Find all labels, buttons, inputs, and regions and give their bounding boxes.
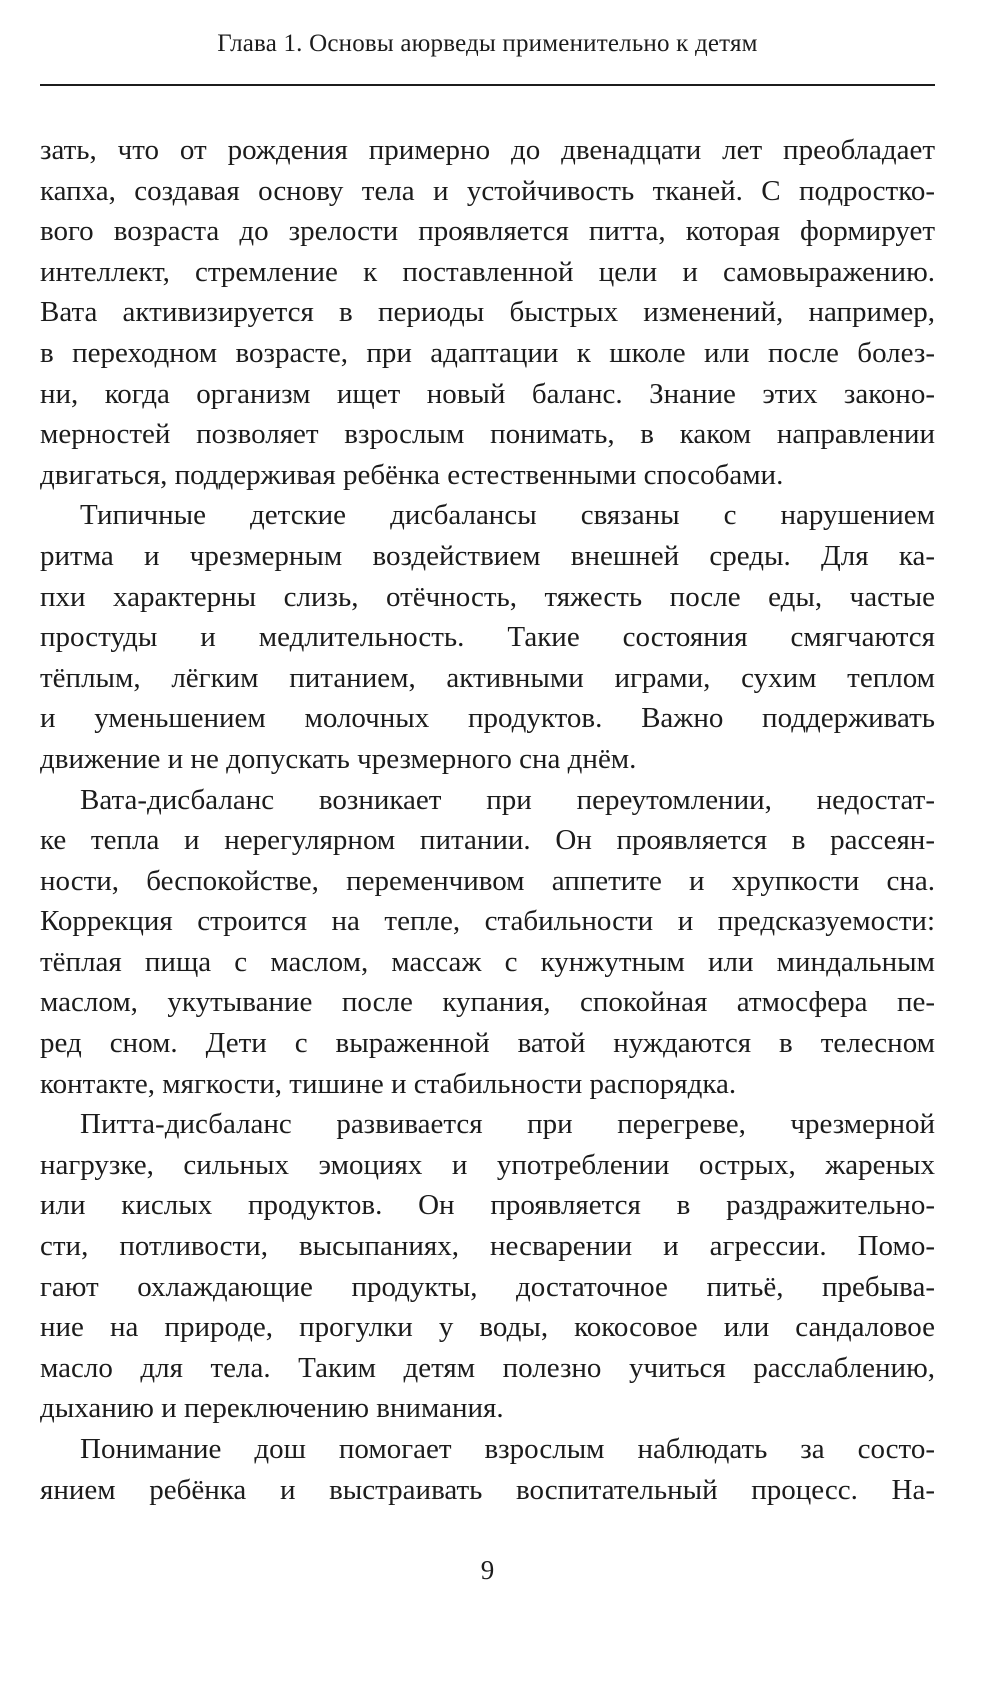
text-line: янием ребёнка и выстраивать воспитательный процесс. На- [40,1473,935,1506]
text-line: Вата активизируется в периоды быстрых изменений, например, [40,296,935,329]
text-line: маслом, укутывание после купания, спокойная атмосфера пе- [40,986,935,1019]
text-line: сти, потливости, высыпаниях, несварении и агрессии. Помо- [40,1230,935,1263]
text-line: зать, что от рождения примерно до двенадцати лет преобладает [40,134,935,166]
text-line: контакте, мягкости, тишине и стабильности распорядка. [40,1067,737,1100]
text-line: ке тепла и нерегулярном питании. Он проявляется в рассеян- [40,824,935,857]
text-line: Питта-дисбаланс развивается при перегреве, чрезмерной [80,1108,935,1141]
text-line: капха, создавая основу тела и устойчивость тканей. С подростко- [40,174,935,207]
body-text [40,130,935,1510]
text-line: или кислых продуктов. Он проявляется в раздражительно- [40,1189,935,1222]
text-line: ности, беспокойстве, переменчивом аппетите и хрупкости сна. [40,864,935,897]
text-line: движение и не допускать чрезмерного сна днём. [40,742,637,775]
text-line: мерностей позволяет взрослым понимать, в каком направлении [40,418,935,451]
text-line: масло для тела. Таким детям полезно учиться расслаблению, [40,1351,935,1384]
text-line: нагрузке, сильных эмоциях и употреблении острых, жареных [40,1148,935,1181]
text-line: гают охлаждающие продукты, достаточное питьё, пребыва- [40,1270,935,1303]
header-rule [40,84,935,86]
text-line: и уменьшением молочных продуктов. Важно поддерживать [40,702,935,735]
text-line: ритма и чрезмерным воздействием внешней среды. Для ка- [40,539,935,572]
page-number: 9 [480,1555,495,1585]
paragraph-2 [40,495,935,779]
text-line: Типичные детские дисбалансы связаны с нарушением [80,499,935,532]
paragraph-1 [40,130,935,495]
text-line: пхи характерны слизь, отёчность, тяжесть после еды, частые [40,580,935,613]
running-head: Глава 1. Основы аюрведы применительно к детям [217,30,758,57]
text-line: двигаться, поддерживая ребёнка естественными способами. [40,458,784,491]
paragraph-5 [40,1429,935,1510]
text-line: тёплым, лёгким питанием, активными играми, сухим теплом [40,661,935,694]
paragraph-4 [40,1104,935,1429]
text-line: Понимание дош помогает взрослым наблюдать за состо- [80,1433,935,1465]
text-line: тёплая пища с маслом, массаж с кунжутным или миндальным [40,945,935,978]
paragraph-3 [40,780,935,1105]
text-line: Коррекция строится на тепле, стабильности и предсказуемости: [40,905,935,938]
text-line: вого возраста до зрелости проявляется питта, которая формирует [40,215,935,248]
text-line: интеллект, стремление к поставленной цели и самовыражению. [40,255,935,288]
text-line: простуды и медлительность. Такие состояния смягчаются [40,621,935,654]
text-line: в переходном возрасте, при адаптации к школе или после болез- [40,336,935,369]
text-line: дыханию и переключению внимания. [40,1392,504,1425]
text-line: ни, когда организм ищет новый баланс. Знание этих законо- [40,377,935,410]
text-line: ние на природе, прогулки у воды, кокосовое или сандаловое [40,1311,935,1344]
text-line: Вата-дисбаланс возникает при переутомлении, недостат- [80,783,935,816]
text-line: ред сном. Дети с выраженной ватой нуждаются в телесном [40,1027,935,1060]
